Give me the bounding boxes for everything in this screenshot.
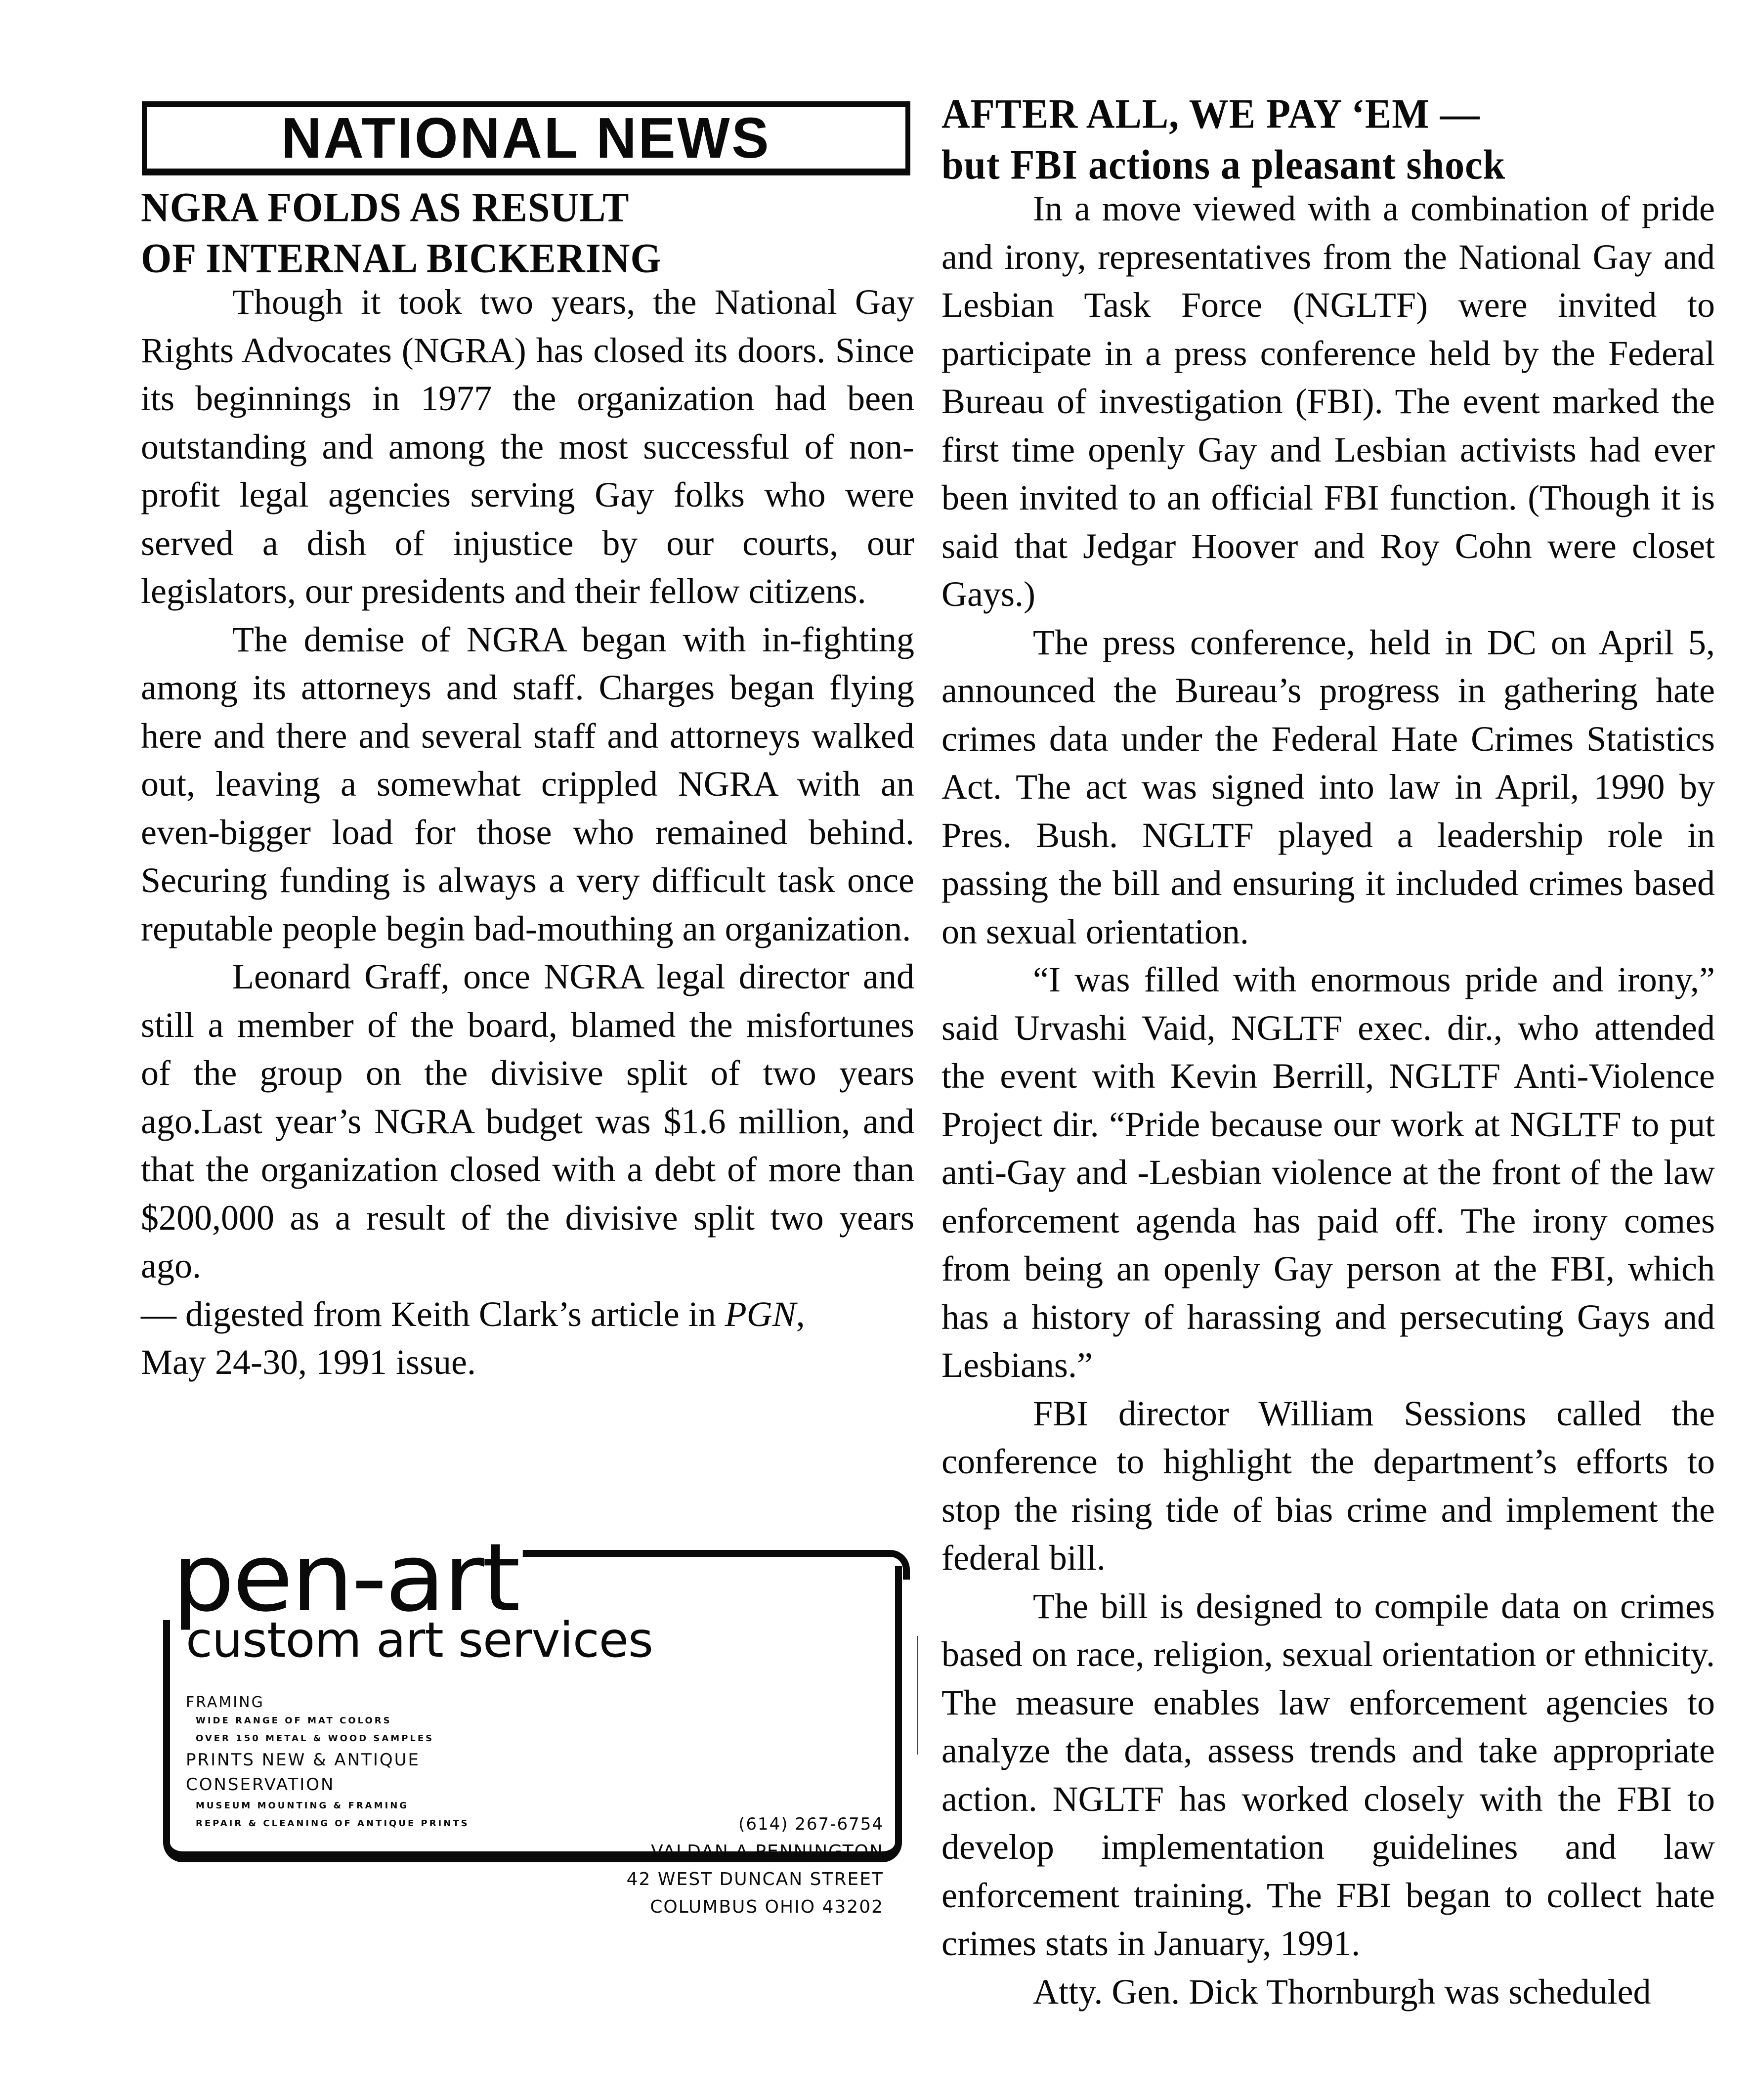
paragraph: The press conference, held in DC on April 5, announced the Bureau’s progress in gathering hate crimes data under the Federal Hate Crimes Statistics Act. The act was signed into law in April, 1990 by Pres. Bush. NGLTF played a leadership role in passing the bill and ensuring it included crimes based on sexual orientation. bbox=[941, 622, 1715, 951]
service-item: MUSEUM MOUNTING & FRAMING bbox=[196, 1800, 409, 1811]
paragraph: The bill is designed to compile data on crimes based on race, religion, sexual orientation or ethnicity. The measure enables law enforcement agencies to analyze the data, assess trends and take appropriate action. NGLTF has worked closely with the FBI to develop implementation guidelines and law enforcement training. The FBI began to collect hate crimes stats in January, 1991. bbox=[941, 1586, 1715, 1963]
ad-services-list bbox=[186, 1693, 470, 1833]
ad-contact-name: VALDAN A PENNINGTON bbox=[651, 1842, 884, 1862]
pen-art-advertisement bbox=[157, 1523, 918, 1917]
service-heading: CONSERVATION bbox=[186, 1775, 335, 1795]
headline-line-1: AFTER ALL, WE PAY ‘EM — bbox=[941, 91, 1480, 137]
ad-tagline: custom art services bbox=[186, 1612, 653, 1669]
section-title: NATIONAL NEWS bbox=[281, 105, 771, 170]
paragraph: The demise of NGRA began with in-fighting among its attorneys and staff. Charges began flying here and there and several staff and attorneys walked out, leaving a somewhat crippled NGRA with an even-bigger load for those who remained behind. Securing funding is always a very difficult task once reputable people begin bad-mouthing an organization. bbox=[141, 619, 914, 948]
article-headline bbox=[941, 89, 1715, 191]
paragraph: FBI director William Sessions called the conference to highlight the department’s efforts to stop the rising tide of bias crime and implement the federal bill. bbox=[941, 1393, 1715, 1578]
paragraph: In a move viewed with a combination of pride and irony, representatives from the National Gay and Lesbian Task Force (NGLTF) were invited to participate in a press conference held by the Federal Bureau of investigation (FBI). The event marked the first time openly Gay and Lesbian activists had ever been invited to an official FBI function. (Though it is said that Jedgar Hoover and Roy Cohn were closet Gays.) bbox=[941, 189, 1715, 614]
headline-line-2: but FBI actions a pleasant shock bbox=[941, 142, 1506, 188]
article-body bbox=[941, 185, 1715, 2016]
article-ngra bbox=[141, 182, 914, 1387]
service-heading: FRAMING bbox=[186, 1694, 264, 1711]
credit-prefix: — digested from Keith Clark’s article in bbox=[141, 1294, 725, 1334]
credit-publication: PGN bbox=[725, 1294, 796, 1334]
ad-contact-block bbox=[627, 1810, 884, 1921]
article-fbi bbox=[941, 89, 1715, 2016]
column-divider bbox=[917, 1636, 918, 1755]
service-item: WIDE RANGE OF MAT COLORS bbox=[196, 1715, 392, 1726]
service-heading: PRINTS NEW & ANTIQUE bbox=[186, 1750, 421, 1770]
section-banner bbox=[142, 101, 910, 175]
article-body bbox=[141, 278, 914, 1290]
credit-date: May 24-30, 1991 issue. bbox=[141, 1342, 476, 1382]
ad-phone: (614) 267-6754 bbox=[738, 1814, 884, 1834]
ad-logo: pen-art bbox=[172, 1531, 522, 1625]
service-item: REPAIR & CLEANING OF ANTIQUE PRINTS bbox=[196, 1818, 470, 1829]
credit-suffix: , bbox=[796, 1294, 805, 1334]
left-column bbox=[141, 101, 914, 1387]
article-credit bbox=[141, 1290, 914, 1339]
ad-city: COLUMBUS OHIO 43202 bbox=[650, 1897, 884, 1917]
paragraph: Though it took two years, the National Gay Rights Advocates (NGRA) has closed its doors. Since its beginnings in 1977 the organization had been outstanding and among the most successful of non-profit legal agencies serving Gay folks who were served a dish of injustice by our courts, our legislators, our presidents and their fellow citizens. bbox=[141, 282, 914, 611]
headline-line-2: OF INTERNAL BICKERING bbox=[141, 235, 662, 282]
ad-street: 42 WEST DUNCAN STREET bbox=[626, 1869, 884, 1889]
service-item: OVER 150 METAL & WOOD SAMPLES bbox=[196, 1733, 434, 1744]
paragraph: “I was filled with enormous pride and irony,” said Urvashi Vaid, NGLTF exec. dir., who attended the event with Kevin Berrill, NGLTF Anti-Violence Project dir. “Pride because our work at NGLTF to put anti-Gay and -Lesbian violence at the front of the law enforcement agenda has paid off. The irony comes from being an openly Gay person at the FBI, which has a history of harassing and persecuting Gays and Lesbians.” bbox=[941, 960, 1715, 1385]
headline-line-1: NGRA FOLDS AS RESULT bbox=[141, 184, 630, 231]
paragraph: Leonard Graff, once NGRA legal director and still a member of the board, blamed the misfortunes of the group on the divisive split of two years ago.Last year’s NGRA budget was $1.6 million, and that the organization closed with a debt of more than $200,000 as a result of the divisive split two years ago. bbox=[141, 957, 914, 1286]
article-headline bbox=[141, 182, 914, 284]
right-column bbox=[941, 89, 1715, 2016]
paragraph: Atty. Gen. Dick Thornburgh was scheduled bbox=[1033, 1971, 1651, 2012]
